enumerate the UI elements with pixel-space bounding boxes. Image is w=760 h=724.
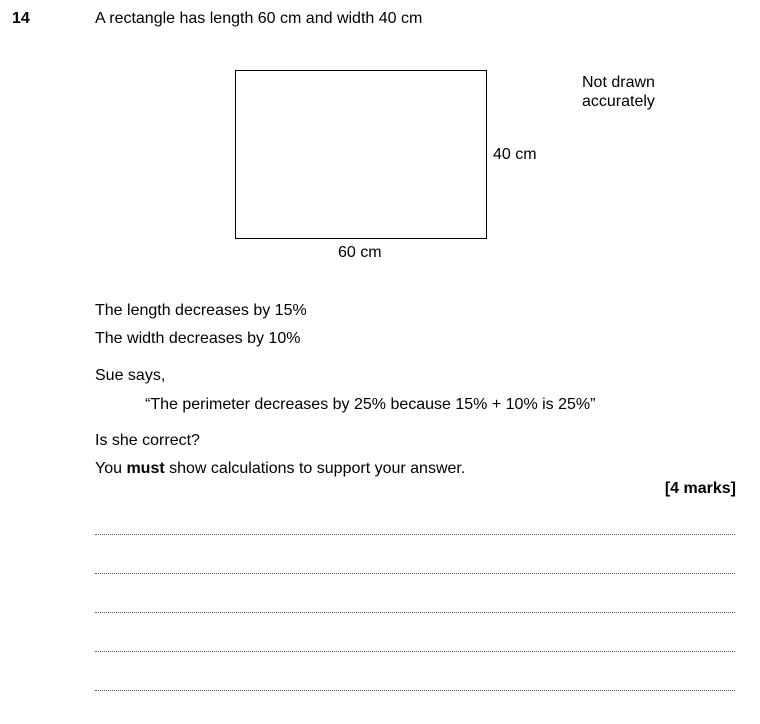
length-decrease-text: The length decreases by 15% xyxy=(95,302,307,319)
note-line-2: accurately xyxy=(582,93,655,110)
answer-line-4[interactable] xyxy=(95,651,735,652)
width-decrease-text: The width decreases by 10% xyxy=(95,330,301,347)
instruction-prefix: You xyxy=(95,460,127,477)
marks-label: [4 marks] xyxy=(664,480,736,497)
answer-line-2[interactable] xyxy=(95,573,735,574)
rectangle-diagram xyxy=(235,70,487,239)
width-label: 40 cm xyxy=(493,146,537,163)
note-line-1: Not drawn xyxy=(582,74,655,91)
instruction-suffix: show calculations to support your answer. xyxy=(164,460,466,477)
not-drawn-accurately-note xyxy=(582,73,655,111)
instruction-text xyxy=(95,460,465,478)
answer-line-1[interactable] xyxy=(95,534,735,535)
answer-line-5[interactable] xyxy=(95,690,735,691)
sue-quote: “The perimeter decreases by 25% because 15% + 10% is 25%” xyxy=(145,396,596,413)
sue-says-text: Sue says, xyxy=(95,367,166,384)
question-number: 14 xyxy=(12,10,30,27)
question-intro: A rectangle has length 60 cm and width 40 cm xyxy=(95,10,423,27)
length-label: 60 cm xyxy=(338,244,382,261)
is-she-correct-text: Is she correct? xyxy=(95,432,200,449)
answer-line-3[interactable] xyxy=(95,612,735,613)
instruction-bold: must xyxy=(126,460,165,477)
